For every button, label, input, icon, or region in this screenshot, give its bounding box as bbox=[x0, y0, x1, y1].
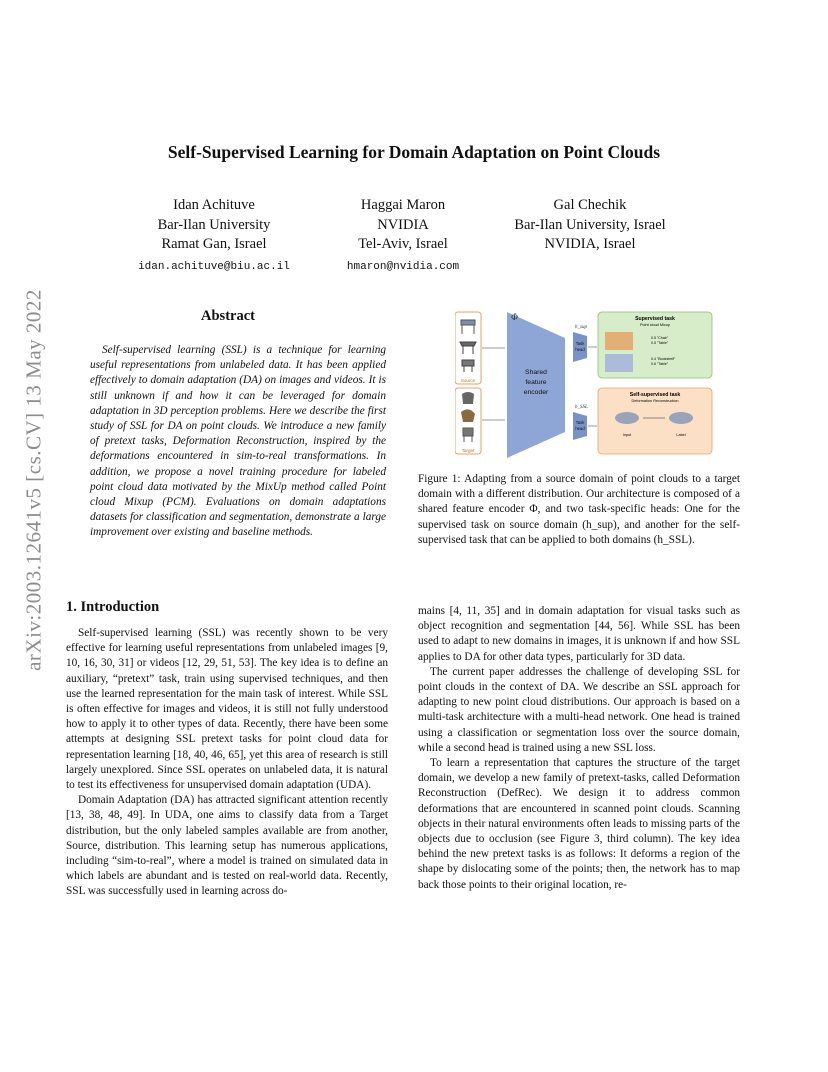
intro-paragraph: To learn a representation that captures the structure of the target domain, we develop a new family of pretext-tasks, called Deformation Reconstruction (DefRec). We design it to address common deformations that are encountered in scanned point clouds. Scanning objects in their natural environments often leads to missing parts of the objects due to occlusion (see Figure 3, third column). The key idea behind the new pretext tasks is as follows: It deforms a region of the shape by dislocating some of the points; then, the network has to map back those points to their original location, re- bbox=[418, 757, 740, 891]
source-label: Source bbox=[460, 378, 476, 383]
svg-text:Deformation Reconstruction: Deformation Reconstruction bbox=[631, 399, 679, 403]
svg-text:Label: Label bbox=[676, 433, 686, 437]
author-location: Ramat Gan, Israel bbox=[161, 236, 267, 252]
svg-text:Task: Task bbox=[575, 420, 585, 425]
encoder-label-1: Shared bbox=[525, 369, 547, 376]
author-affiliation: Bar-Ilan University bbox=[157, 216, 271, 233]
intro-paragraph: mains [4, 11, 35] and in domain adaptation for visual tasks such as object recognition and segmentation [44, 56]. While SSL has been used to adapt to new domains in images, it is unknown if and how SSL applies to DA for other data types, particularly for 3D data. bbox=[418, 605, 740, 663]
encoder-label-2: feature bbox=[525, 379, 547, 386]
author-name: Gal Chechik bbox=[553, 197, 627, 213]
author-email[interactable]: hmaron@nvidia.com bbox=[346, 260, 460, 273]
paper-title: Self-Supervised Learning for Domain Adaptation on Point Clouds bbox=[167, 142, 661, 162]
intro-right-column bbox=[418, 604, 740, 893]
svg-text:head: head bbox=[575, 426, 585, 431]
svg-text:head: head bbox=[575, 347, 585, 352]
svg-text:0.5 "Table": 0.5 "Table" bbox=[651, 341, 669, 345]
introduction-heading: 1. Introduction bbox=[66, 599, 160, 615]
author-affiliation: Bar-Ilan University, Israel bbox=[514, 216, 666, 233]
author-affiliation: NVIDIA bbox=[377, 216, 429, 233]
target-shapes-icon bbox=[461, 392, 475, 442]
intro-paragraph: Domain Adaptation (DA) has attracted significant attention recently [13, 38, 48, 49]. In UDA, one aims to classify data from a Target distribution, but the only labeled samples available are from another, Source, distribution. This learning setup has numerous applications, including “sim-to-real”, where a model is trained on simulated data in which labels are abundant and is tested on real-world data. Recently, SSL was successfully used in learning across do- bbox=[66, 794, 388, 898]
h-sup-label: h_sup bbox=[575, 325, 587, 330]
supervised-task-title: Supervised task bbox=[635, 316, 675, 322]
abstract-heading: Abstract bbox=[201, 308, 255, 324]
figure-1-diagram bbox=[455, 308, 715, 460]
ssl-task-title: Self-supervised task bbox=[629, 392, 681, 398]
svg-text:0.6 "Table": 0.6 "Table" bbox=[651, 362, 669, 366]
author-3 bbox=[470, 196, 710, 255]
intro-paragraph: The current paper addresses the challenge of developing SSL for point clouds in the context of DA. We describe an SSL approach for adapting to new point cloud distributions. Our approach is based on a multi-task architecture with a multi-head network. One head is trained using a classification or segmentation loss over the source domain, while a second head is trained using a new SSL loss. bbox=[418, 665, 740, 754]
svg-text:0.4 "Bookshelf": 0.4 "Bookshelf" bbox=[651, 357, 676, 361]
svg-text:Task: Task bbox=[575, 341, 585, 346]
abstract-text: Self-supervised learning (SSL) is a technique for learning useful representations from unlabeled data. It has been applied effectively to domain adaptation (DA) on images and videos. It is still unknown if and how it can be leveraged for domain adaptation in 3D perception problems. Here we describe the first study of SSL for DA on point clouds. We introduce a new family of pretext tasks, Deformation Reconstruction, inspired by the deformations encountered in sim-to-real transformations. In addition, we propose a novel training procedure for labeled point cloud data motivated by the MixUp method called Point cloud Mixup (PCM). Evaluations on domain adaptations datasets for classification and segmentation, demonstrate a large improvement over existing and baseline methods. bbox=[90, 344, 386, 539]
phi-symbol: Φ bbox=[511, 312, 518, 322]
h-ssl-label: h_SSL bbox=[575, 405, 588, 410]
figure-1-caption: Figure 1: Adapting from a source domain of point clouds to a target domain with a different distribution. Our architecture is composed of a shared feature encoder Φ, and two task-specific heads: One for the supervised task on source domain (h_sup), and another for the self-supervised task that can be applied to both domains (h_SSL). bbox=[418, 473, 740, 546]
svg-text:Input: Input bbox=[622, 433, 632, 437]
svg-text:Point cloud Mixup: Point cloud Mixup bbox=[640, 323, 670, 327]
author-location: NVIDIA, Israel bbox=[544, 236, 636, 252]
target-label: Target bbox=[461, 448, 475, 453]
author-location: Tel-Aviv, Israel bbox=[358, 236, 448, 252]
author-name: Haggai Maron bbox=[360, 197, 446, 213]
author-email[interactable]: idan.achituve@biu.ac.il bbox=[138, 260, 290, 273]
encoder-label-3: encoder bbox=[523, 389, 549, 396]
arxiv-identifier: arXiv:2003.12641v5 [cs.CV] 13 May 2022 bbox=[21, 289, 46, 671]
author-name: Idan Achituve bbox=[173, 197, 255, 213]
intro-paragraph: Self-supervised learning (SSL) was recently shown to be very effective for learning useful representations from unlabeled images [9, 10, 16, 30, 31] or videos [12, 29, 51, 53]. The key idea is to define an auxiliary, “pretext” task, train using supervised techniques, and then use the learned representation for the main task of interest. While SSL is often effective for images and videos, it is still not fully understood how to apply it to other types of data. Recently, there have been some attempts at designing SSL pretext tasks for point cloud data for representation learning [18, 40, 46, 65], yet this area of research is still largely unexplored. Since SSL operates on unlabeled data, it is natural to test its effectiveness for unsupervised domain adaptation (UDA). bbox=[66, 627, 388, 792]
svg-text:0.5 "Chair": 0.5 "Chair" bbox=[651, 336, 669, 340]
intro-left-column bbox=[66, 626, 388, 900]
